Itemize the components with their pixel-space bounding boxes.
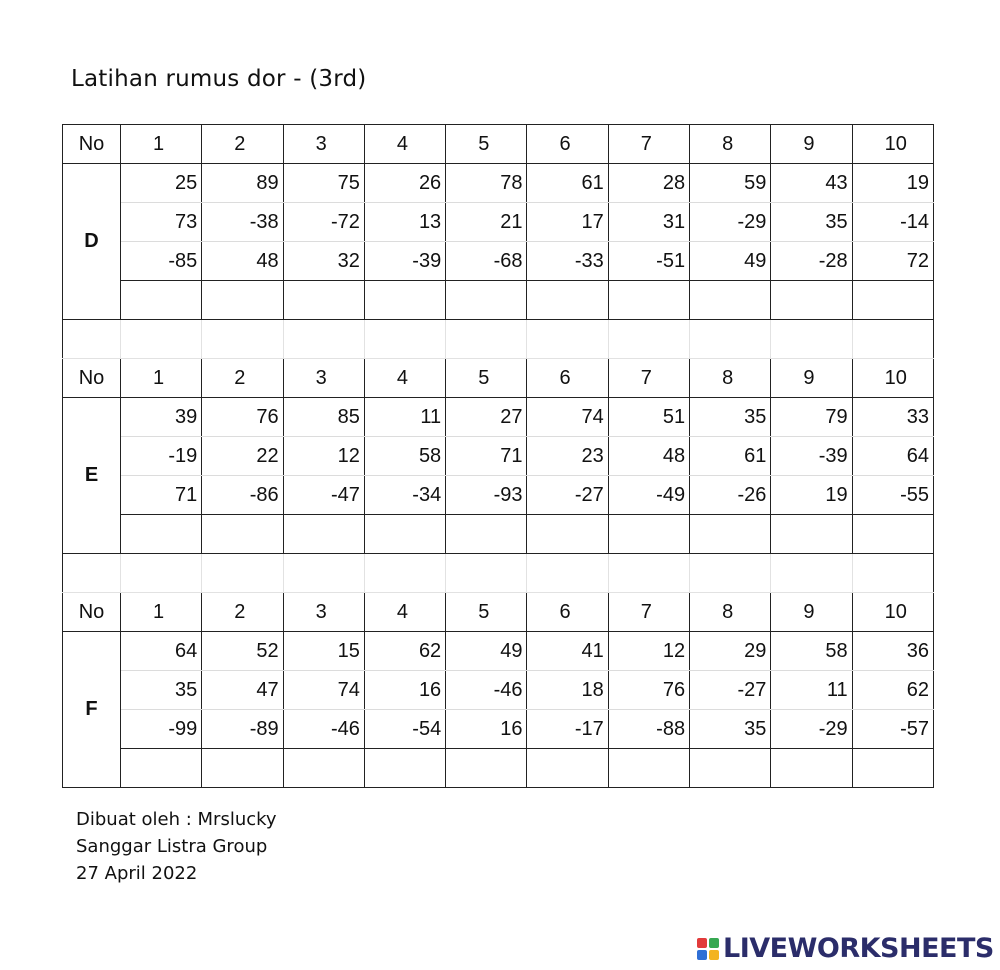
value-cell: 36 xyxy=(852,632,933,671)
credit-group: Sanggar Listra Group xyxy=(76,836,268,857)
header-number: 6 xyxy=(527,125,608,164)
header-number: 5 xyxy=(446,125,527,164)
answer-input-cell[interactable] xyxy=(446,515,527,554)
header-number: 7 xyxy=(608,593,689,632)
value-cell: 74 xyxy=(527,398,608,437)
answer-input-cell[interactable] xyxy=(527,281,608,320)
header-no: No xyxy=(63,125,121,164)
value-cell: 25 xyxy=(121,164,202,203)
header-no: No xyxy=(63,593,121,632)
value-cell: -33 xyxy=(527,242,608,281)
answer-row xyxy=(63,281,934,320)
header-number: 3 xyxy=(283,125,364,164)
value-row xyxy=(63,164,934,203)
spacer-cell xyxy=(852,554,933,593)
value-cell: -49 xyxy=(608,476,689,515)
spacer-cell xyxy=(446,320,527,359)
answer-row xyxy=(63,749,934,788)
value-cell: 58 xyxy=(771,632,852,671)
spacer-cell xyxy=(608,320,689,359)
value-cell: 64 xyxy=(852,437,933,476)
value-cell: -86 xyxy=(202,476,283,515)
answer-input-cell[interactable] xyxy=(202,515,283,554)
value-cell: -27 xyxy=(527,476,608,515)
answer-input-cell[interactable] xyxy=(364,749,445,788)
value-cell: -54 xyxy=(364,710,445,749)
answer-input-cell[interactable] xyxy=(690,515,771,554)
spacer-cell xyxy=(690,554,771,593)
value-cell: 35 xyxy=(690,398,771,437)
header-number: 1 xyxy=(121,125,202,164)
answer-input-cell[interactable] xyxy=(852,749,933,788)
value-cell: 74 xyxy=(283,671,364,710)
value-cell: 28 xyxy=(608,164,689,203)
value-cell: 48 xyxy=(202,242,283,281)
value-cell: 76 xyxy=(608,671,689,710)
spacer-cell xyxy=(690,320,771,359)
value-cell: -47 xyxy=(283,476,364,515)
value-cell: 62 xyxy=(852,671,933,710)
header-number: 2 xyxy=(202,125,283,164)
header-number: 1 xyxy=(121,359,202,398)
value-cell: 18 xyxy=(527,671,608,710)
value-cell: 79 xyxy=(771,398,852,437)
value-cell: -99 xyxy=(121,710,202,749)
answer-input-cell[interactable] xyxy=(283,515,364,554)
answer-input-cell[interactable] xyxy=(446,749,527,788)
header-number: 3 xyxy=(283,593,364,632)
value-cell: 17 xyxy=(527,203,608,242)
spacer-row xyxy=(63,554,934,593)
spacer-cell xyxy=(202,554,283,593)
value-cell: 76 xyxy=(202,398,283,437)
value-cell: 43 xyxy=(771,164,852,203)
header-number: 9 xyxy=(771,593,852,632)
header-number: 3 xyxy=(283,359,364,398)
answer-input-cell[interactable] xyxy=(202,749,283,788)
credit-author: Dibuat oleh : Mrslucky xyxy=(76,809,277,830)
answer-input-cell[interactable] xyxy=(608,515,689,554)
value-cell: -93 xyxy=(446,476,527,515)
brand-mark-icon xyxy=(697,938,719,960)
header-row xyxy=(63,359,934,398)
value-cell: 35 xyxy=(121,671,202,710)
value-row xyxy=(63,242,934,281)
value-cell: 73 xyxy=(121,203,202,242)
value-cell: 35 xyxy=(690,710,771,749)
answer-input-cell[interactable] xyxy=(527,749,608,788)
value-cell: 12 xyxy=(608,632,689,671)
value-cell: 22 xyxy=(202,437,283,476)
value-row xyxy=(63,398,934,437)
value-cell: 15 xyxy=(283,632,364,671)
spacer-cell xyxy=(283,320,364,359)
value-cell: 39 xyxy=(121,398,202,437)
answer-input-cell[interactable] xyxy=(121,515,202,554)
value-cell: 19 xyxy=(852,164,933,203)
value-cell: 71 xyxy=(446,437,527,476)
value-cell: 58 xyxy=(364,437,445,476)
header-row xyxy=(63,593,934,632)
value-cell: -39 xyxy=(771,437,852,476)
value-cell: -68 xyxy=(446,242,527,281)
exercise-table xyxy=(62,124,934,788)
header-number: 8 xyxy=(690,593,771,632)
value-cell: -38 xyxy=(202,203,283,242)
value-cell: -17 xyxy=(527,710,608,749)
spacer-cell xyxy=(63,320,121,359)
value-cell: 51 xyxy=(608,398,689,437)
value-cell: -26 xyxy=(690,476,771,515)
value-cell: -29 xyxy=(771,710,852,749)
spacer-cell xyxy=(283,554,364,593)
value-row xyxy=(63,632,934,671)
value-cell: -89 xyxy=(202,710,283,749)
value-cell: 13 xyxy=(364,203,445,242)
spacer-cell xyxy=(364,554,445,593)
answer-input-cell[interactable] xyxy=(283,749,364,788)
header-number: 1 xyxy=(121,593,202,632)
credit-date: 27 April 2022 xyxy=(76,863,198,884)
value-cell: 16 xyxy=(364,671,445,710)
header-number: 6 xyxy=(527,593,608,632)
value-cell: -46 xyxy=(283,710,364,749)
value-cell: -88 xyxy=(608,710,689,749)
header-number: 5 xyxy=(446,359,527,398)
value-cell: 21 xyxy=(446,203,527,242)
value-cell: 85 xyxy=(283,398,364,437)
value-cell: -29 xyxy=(690,203,771,242)
value-cell: 75 xyxy=(283,164,364,203)
value-cell: 35 xyxy=(771,203,852,242)
answer-input-cell[interactable] xyxy=(852,281,933,320)
answer-input-cell[interactable] xyxy=(771,515,852,554)
answer-input-cell[interactable] xyxy=(771,281,852,320)
value-cell: 48 xyxy=(608,437,689,476)
spacer-cell xyxy=(608,554,689,593)
answer-input-cell[interactable] xyxy=(121,281,202,320)
answer-input-cell[interactable] xyxy=(771,749,852,788)
spacer-cell xyxy=(364,320,445,359)
header-number: 8 xyxy=(690,125,771,164)
value-cell: 16 xyxy=(446,710,527,749)
value-cell: -14 xyxy=(852,203,933,242)
value-cell: 71 xyxy=(121,476,202,515)
value-cell: 11 xyxy=(771,671,852,710)
answer-input-cell[interactable] xyxy=(608,749,689,788)
value-cell: 64 xyxy=(121,632,202,671)
value-cell: 41 xyxy=(527,632,608,671)
answer-input-cell[interactable] xyxy=(446,281,527,320)
value-cell: -72 xyxy=(283,203,364,242)
header-number: 10 xyxy=(852,125,933,164)
spacer-cell xyxy=(121,554,202,593)
value-cell: 26 xyxy=(364,164,445,203)
block-label: E xyxy=(63,398,121,554)
value-cell: 78 xyxy=(446,164,527,203)
value-cell: 61 xyxy=(690,437,771,476)
answer-input-cell[interactable] xyxy=(690,281,771,320)
credits xyxy=(76,806,277,887)
value-cell: 89 xyxy=(202,164,283,203)
answer-input-cell[interactable] xyxy=(527,515,608,554)
value-cell: 47 xyxy=(202,671,283,710)
value-cell: -34 xyxy=(364,476,445,515)
header-number: 4 xyxy=(364,593,445,632)
value-row xyxy=(63,437,934,476)
header-number: 10 xyxy=(852,593,933,632)
spacer-row xyxy=(63,320,934,359)
value-cell: -85 xyxy=(121,242,202,281)
header-number: 5 xyxy=(446,593,527,632)
answer-input-cell[interactable] xyxy=(852,515,933,554)
value-cell: 61 xyxy=(527,164,608,203)
value-cell: 23 xyxy=(527,437,608,476)
value-cell: 27 xyxy=(446,398,527,437)
header-number: 7 xyxy=(608,359,689,398)
value-cell: 29 xyxy=(690,632,771,671)
header-number: 9 xyxy=(771,125,852,164)
value-cell: -39 xyxy=(364,242,445,281)
header-number: 2 xyxy=(202,593,283,632)
value-cell: -55 xyxy=(852,476,933,515)
value-cell: 72 xyxy=(852,242,933,281)
spacer-cell xyxy=(771,320,852,359)
value-row xyxy=(63,203,934,242)
value-row xyxy=(63,671,934,710)
spacer-cell xyxy=(121,320,202,359)
value-cell: 59 xyxy=(690,164,771,203)
spacer-cell xyxy=(771,554,852,593)
value-cell: 19 xyxy=(771,476,852,515)
worksheet-title: Latihan rumus dor - (3rd) xyxy=(71,66,367,92)
answer-input-cell[interactable] xyxy=(364,515,445,554)
value-cell: -57 xyxy=(852,710,933,749)
block-label: D xyxy=(63,164,121,320)
value-cell: 49 xyxy=(690,242,771,281)
spacer-cell xyxy=(527,320,608,359)
answer-input-cell[interactable] xyxy=(202,281,283,320)
spacer-cell xyxy=(63,554,121,593)
header-number: 8 xyxy=(690,359,771,398)
header-no: No xyxy=(63,359,121,398)
value-row xyxy=(63,710,934,749)
value-cell: 31 xyxy=(608,203,689,242)
answer-input-cell[interactable] xyxy=(608,281,689,320)
spacer-cell xyxy=(852,320,933,359)
spacer-cell xyxy=(202,320,283,359)
value-cell: -51 xyxy=(608,242,689,281)
value-cell: 32 xyxy=(283,242,364,281)
header-number: 2 xyxy=(202,359,283,398)
value-cell: -28 xyxy=(771,242,852,281)
answer-row xyxy=(63,515,934,554)
value-cell: -19 xyxy=(121,437,202,476)
header-number: 4 xyxy=(364,359,445,398)
header-number: 4 xyxy=(364,125,445,164)
answer-input-cell[interactable] xyxy=(690,749,771,788)
header-row xyxy=(63,125,934,164)
value-row xyxy=(63,476,934,515)
value-cell: 52 xyxy=(202,632,283,671)
answer-input-cell[interactable] xyxy=(283,281,364,320)
spacer-cell xyxy=(446,554,527,593)
spacer-cell xyxy=(527,554,608,593)
value-cell: 49 xyxy=(446,632,527,671)
value-cell: 12 xyxy=(283,437,364,476)
answer-input-cell[interactable] xyxy=(121,749,202,788)
liveworksheets-logo xyxy=(697,933,994,964)
value-cell: -46 xyxy=(446,671,527,710)
value-cell: 33 xyxy=(852,398,933,437)
value-cell: 62 xyxy=(364,632,445,671)
value-cell: -27 xyxy=(690,671,771,710)
answer-input-cell[interactable] xyxy=(364,281,445,320)
header-number: 7 xyxy=(608,125,689,164)
block-label: F xyxy=(63,632,121,788)
header-number: 9 xyxy=(771,359,852,398)
header-number: 10 xyxy=(852,359,933,398)
header-number: 6 xyxy=(527,359,608,398)
value-cell: 11 xyxy=(364,398,445,437)
brand-text: LIVEWORKSHEETS xyxy=(723,933,994,964)
